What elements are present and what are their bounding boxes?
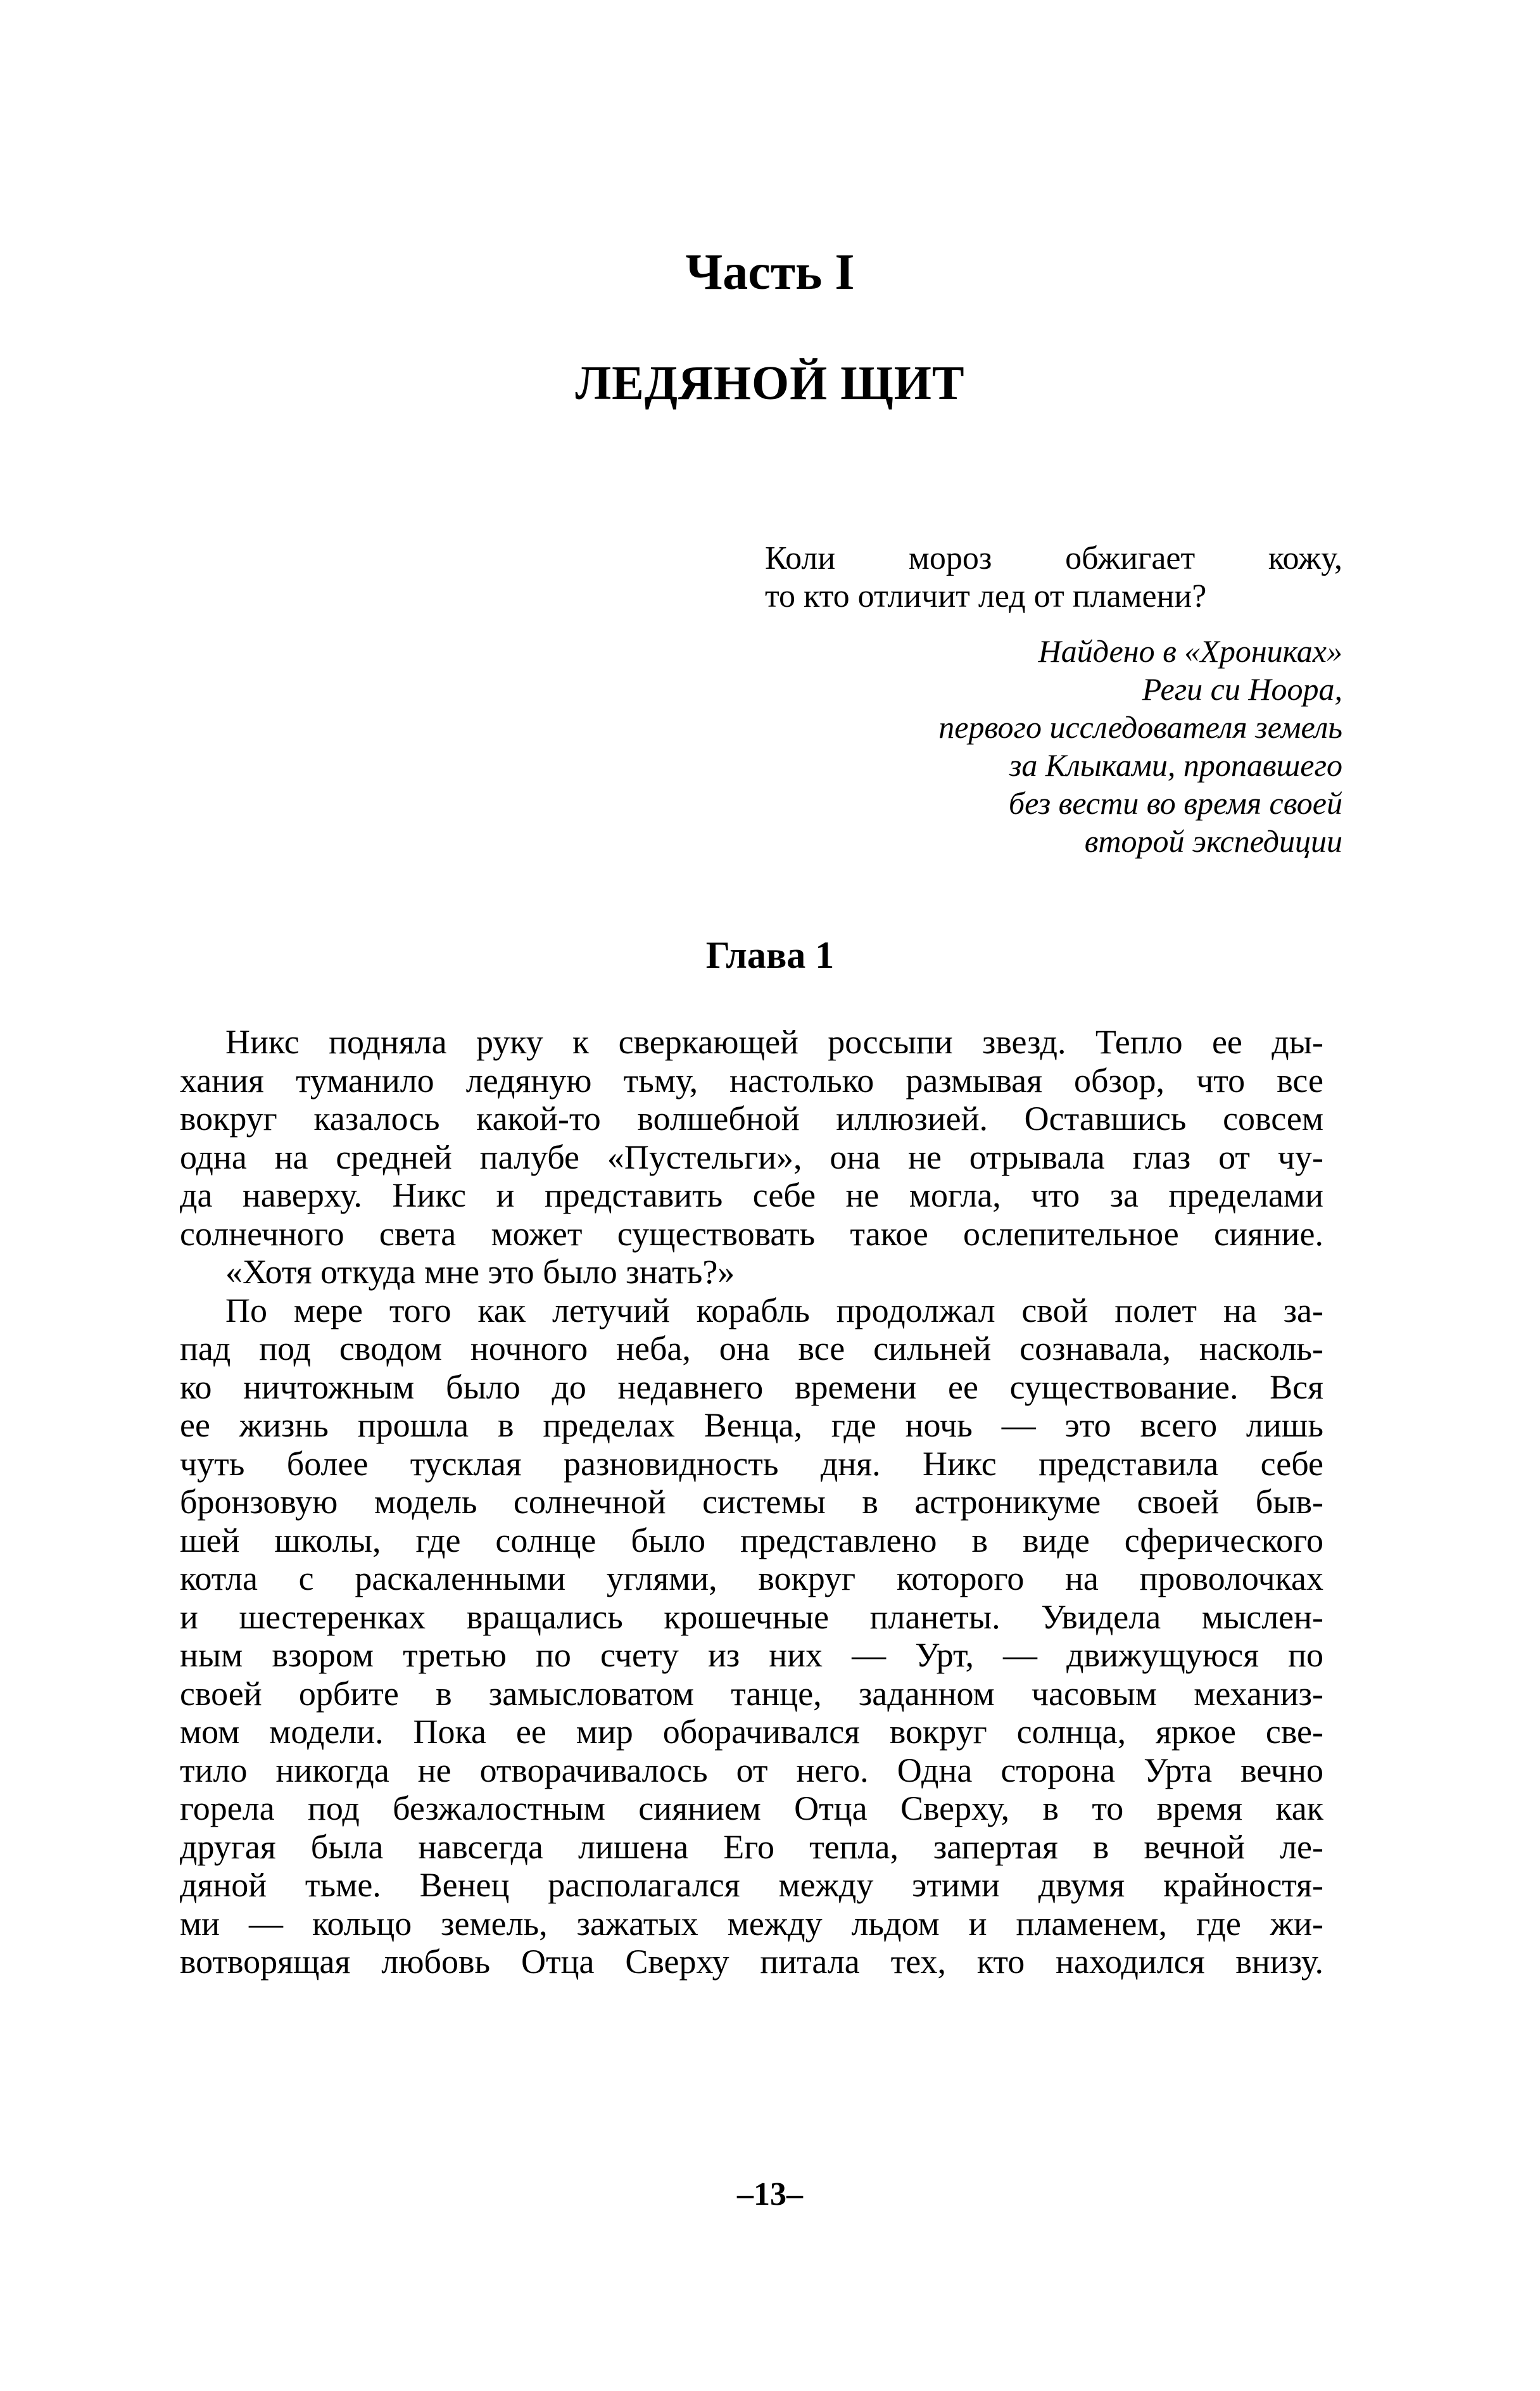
attribution-line: первого исследователя земель <box>938 709 1342 745</box>
text-line: дяной тьме. Венец располагался между этими двумя крайностя- <box>180 1866 1323 1904</box>
text-line: другая была навсегда лишена Его тепла, запертая в вечной ле- <box>180 1827 1323 1866</box>
text-line: ее жизнь прошла в пределах Венца, где ночь — это всего лишь <box>180 1406 1323 1444</box>
part-title: Часть I <box>685 244 855 300</box>
epigraph-attribution <box>765 632 1342 860</box>
text-line: чуть более тусклая разновидность дня. Никс представила себе <box>180 1444 1323 1483</box>
body-text <box>180 1023 1323 1981</box>
text-line: «Хотя откуда мне это было знать?» <box>225 1253 735 1291</box>
text-line: мом модели. Пока ее мир оборачивался вокруг солнца, яркое све- <box>180 1713 1323 1751</box>
text-line: ми — кольцо земель, зажатых между льдом и пламенем, где жи- <box>180 1904 1323 1943</box>
part-subtitle: ЛЕДЯНОЙ ЩИТ <box>575 357 965 410</box>
text-line: ко ничтожным было до недавнего времени ее существование. Вся <box>180 1367 1323 1406</box>
text-line: вокруг казалось какой-то волшебной иллюзией. Оставшись совсем <box>180 1100 1323 1138</box>
text-line: пад под сводом ночного неба, она все сильней сознавала, насколь- <box>180 1329 1323 1367</box>
text-line: бронзовую модель солнечной системы в астроникуме своей быв- <box>180 1483 1323 1521</box>
text-line: вотворящая любовь Отца Сверху питала тех, кто находился внизу. <box>180 1943 1323 1981</box>
epigraph-line: то кто отличит лед от пламени? <box>765 578 1207 614</box>
text-line: да наверху. Никс и представить себе не могла, что за пределами <box>180 1176 1323 1214</box>
attribution-line: Найдено в «Хрониках» <box>1038 633 1342 669</box>
text-line: одна на средней палубе «Пустельги», она не отрывала глаз от чу- <box>180 1138 1323 1176</box>
text-line: своей орбите в замысловатом танце, заданном часовым механиз- <box>180 1674 1323 1713</box>
attribution-line: Реги си Ноора, <box>1142 671 1342 707</box>
text-line: ным взором третью по счету из них — Урт, — движущуюся по <box>180 1636 1323 1674</box>
attribution-line: второй экспедиции <box>1084 823 1342 859</box>
attribution-line: без вести во время своей <box>1008 785 1342 821</box>
text-line: и шестеренках вращались крошечные планеты. Увидела мыслен- <box>180 1597 1323 1636</box>
text-line: котла с раскаленными углями, вокруг которого на проволочках <box>180 1559 1323 1597</box>
page-number: –13– <box>737 2176 803 2212</box>
text-line: хания туманило ледяную тьму, настолько размывая обзор, что все <box>180 1061 1323 1100</box>
text-line: Никс подняла руку к сверкающей россыпи звезд. Тепло ее ды- <box>225 1023 1323 1061</box>
text-line: тило никогда не отворачивалось от него. Одна сторона Урта вечно <box>180 1751 1323 1789</box>
epigraph <box>765 540 1342 860</box>
chapter-title: Глава 1 <box>705 934 835 976</box>
text-line: горела под безжалостным сиянием Отца Сверху, в то время как <box>180 1789 1323 1827</box>
text-line: шей школы, где солнце было представлено в виде сферического <box>180 1521 1323 1559</box>
text-line: По мере того как летучий корабль продолжал свой полет на за- <box>225 1291 1323 1329</box>
epigraph-line: Коли мороз обжигает кожу, <box>765 540 1342 576</box>
text-line: солнечного света может существовать такое ослепительное сияние. <box>180 1214 1323 1253</box>
attribution-line: за Клыками, пропавшего <box>1009 747 1342 783</box>
